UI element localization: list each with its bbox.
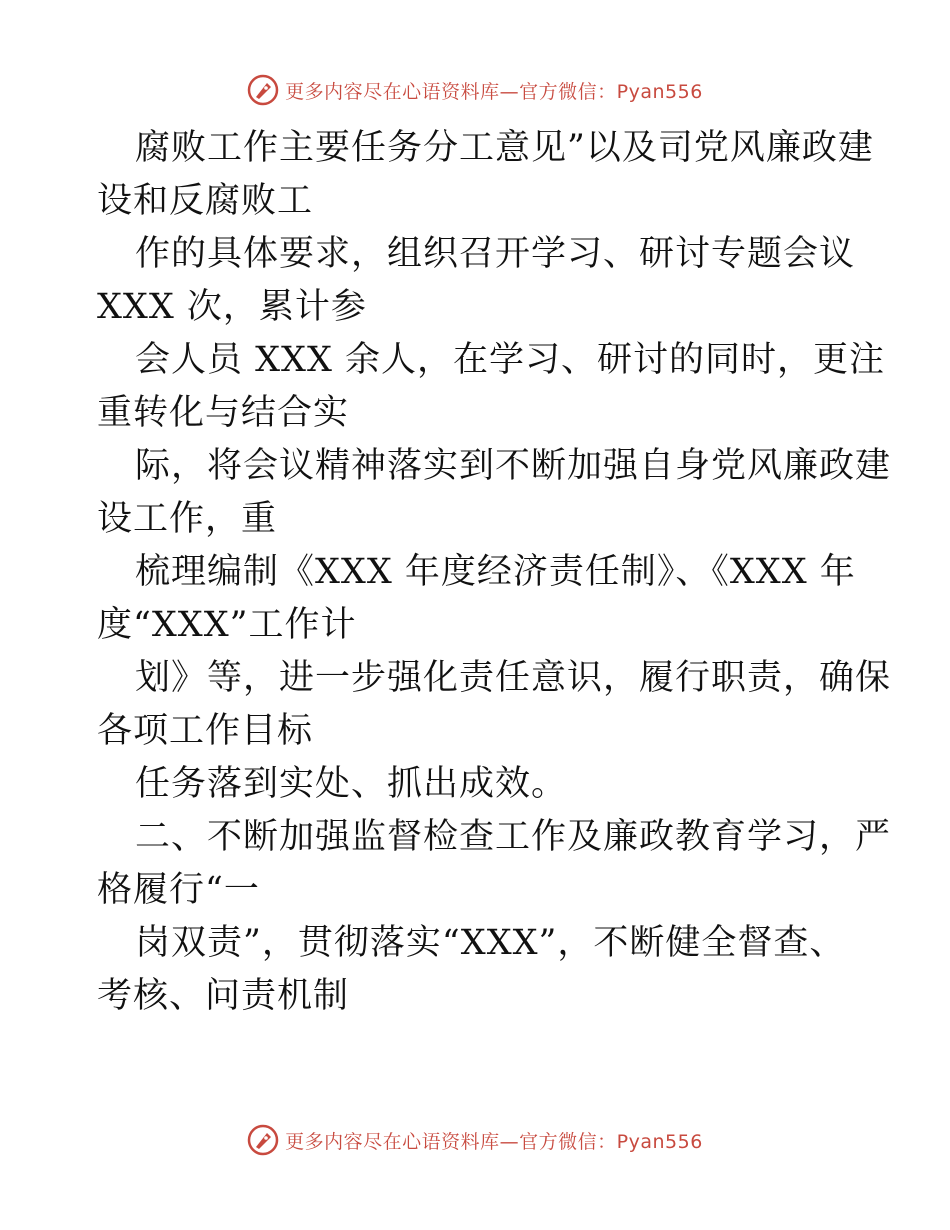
body-line-11: 划》等，进一步强化责任意识，履行职责，确保 xyxy=(135,658,892,698)
footer-banner xyxy=(0,1120,950,1160)
header-banner xyxy=(0,70,950,110)
body-line-6: 重转化与结合实 xyxy=(97,393,350,433)
body-line-8: 设工作，重 xyxy=(97,499,278,539)
body-line-4: XXX 次，累计参 xyxy=(97,287,367,327)
body-line-14: 二、不断加强监督检查工作及廉政教育学习，严 xyxy=(135,817,892,857)
pen-nib-logo-icon xyxy=(247,74,279,106)
body-line-10: 度“XXX”工作计 xyxy=(97,605,357,645)
document-body xyxy=(97,122,892,1023)
body-line-3: 作的具体要求，组织召开学习、研讨专题会议 xyxy=(135,234,856,274)
body-line-2: 设和反腐败工 xyxy=(97,181,314,221)
body-line-12: 各项工作目标 xyxy=(97,711,314,751)
body-line-1: 腐败工作主要任务分工意见”以及司党风廉政建 xyxy=(135,128,874,168)
body-line-5: 会人员 XXX 余人，在学习、研讨的同时，更注 xyxy=(135,340,886,380)
body-line-9: 梳理编制《XXX 年度经济责任制》、《XXX 年 xyxy=(135,552,856,592)
body-line-16: 岗双责”，贯彻落实“XXX”，不断健全督查、 xyxy=(135,923,846,963)
body-line-17: 考核、问责机制 xyxy=(97,976,350,1016)
body-line-7: 际，将会议精神落实到不断加强自身党风廉政建 xyxy=(135,446,892,486)
body-line-13: 任务落到实处、抓出成效。 xyxy=(135,764,568,804)
body-line-15: 格履行“一 xyxy=(97,870,260,910)
pen-nib-logo-icon xyxy=(247,1124,279,1156)
footer-banner-text: 更多内容尽在心语资料库—官方微信：Pyan556 xyxy=(285,1130,703,1153)
header-banner-text: 更多内容尽在心语资料库—官方微信：Pyan556 xyxy=(285,80,703,103)
